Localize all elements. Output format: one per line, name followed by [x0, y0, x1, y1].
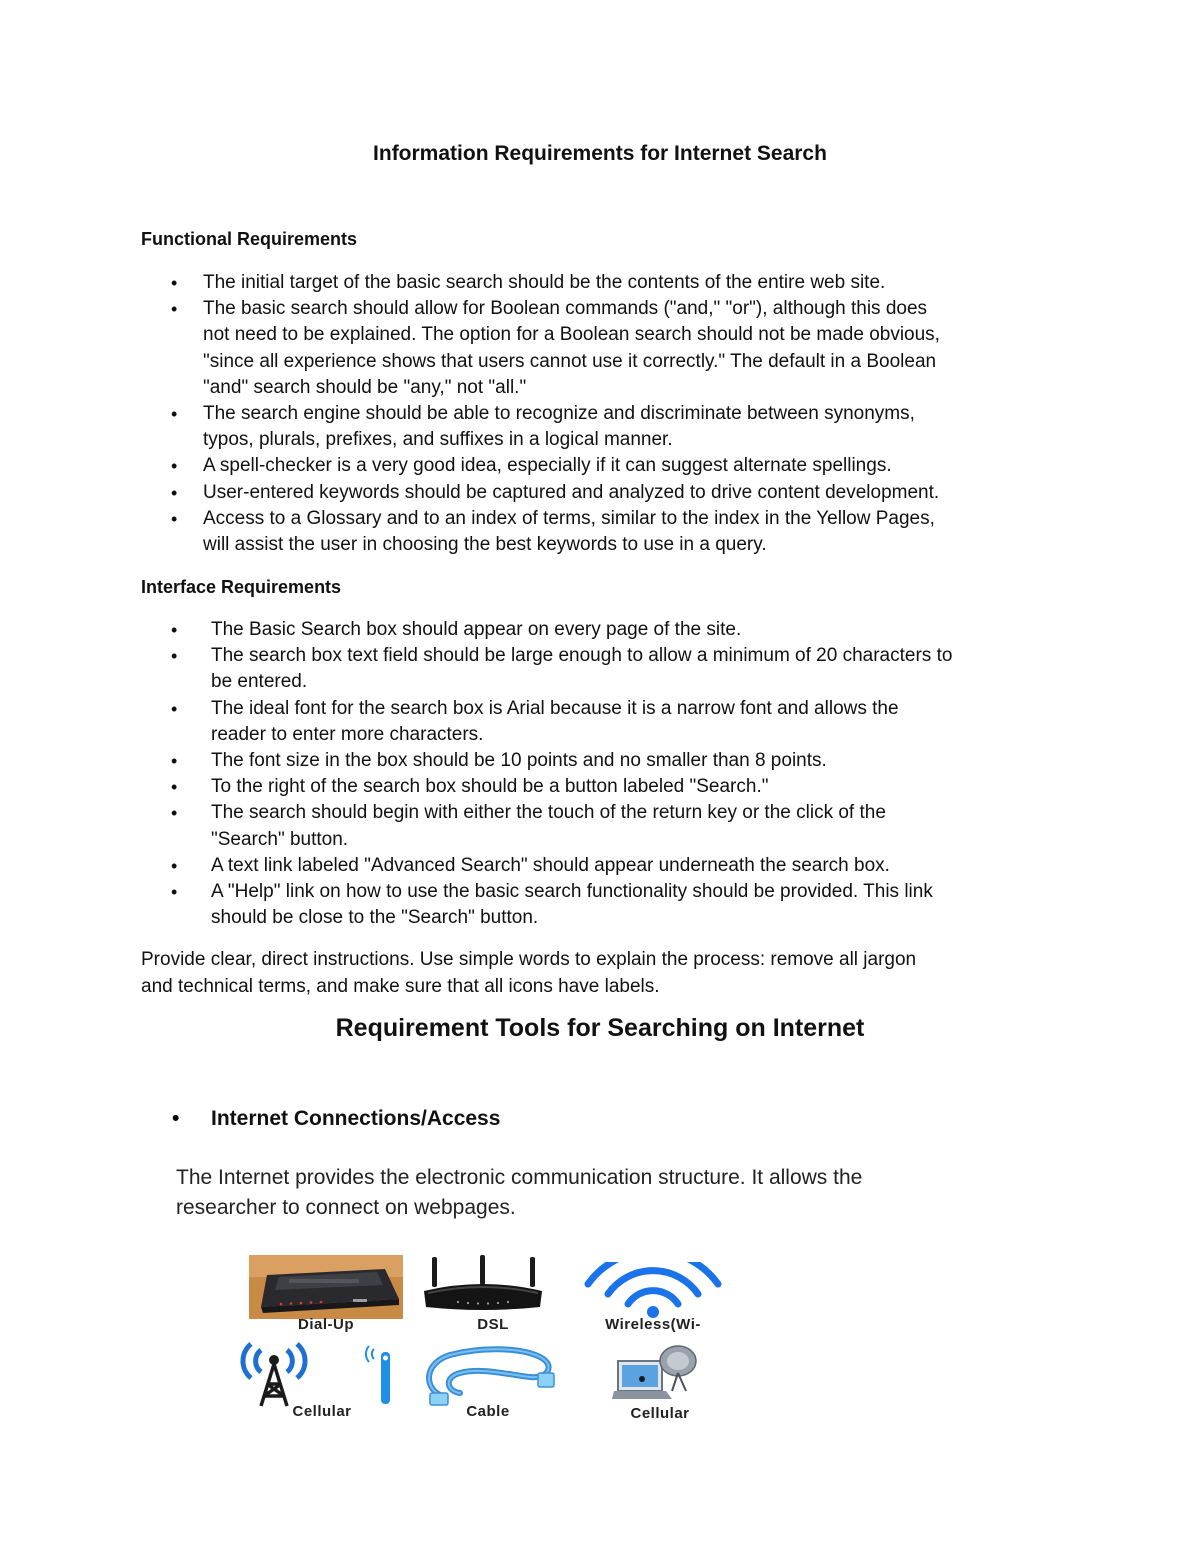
bullet-icon: •	[171, 855, 178, 876]
interface-requirements-list	[141, 617, 1101, 931]
list-item: • The initial target of the basic search should be the contents of the entire web site.	[141, 270, 1101, 296]
bullet-icon: •	[171, 620, 178, 640]
list-item: • The ideal font for the search box is Arial because it is a narrow font and allows the reader to enter more characters.	[171, 697, 899, 745]
dialup-modem-image	[249, 1255, 403, 1319]
cellular-tower-image	[237, 1338, 397, 1408]
tools-title: Requirement Tools for Searching on Internet	[335, 1014, 865, 1042]
wifi-icon	[578, 1262, 728, 1320]
bullet-icon: •	[171, 299, 178, 320]
list-item: • User-entered keywords should be captured and analyzed to drive content development.	[141, 480, 1101, 506]
list-item: • To the right of the search box should be a button labeled "Search."	[141, 774, 1101, 800]
wireless-image	[578, 1262, 728, 1320]
tools-paragraph: The Internet provides the electronic communication structure. It allows the researcher to connect on webpages.	[176, 1166, 863, 1219]
list-item: • Access to a Glossary and to an index of terms, similar to the index in the Yellow Pages, will assist the user in choosing the best keywords to use in a query.	[171, 507, 935, 556]
bullet-icon: •	[171, 404, 178, 425]
bullet-icon: •	[172, 1107, 180, 1130]
wireless-caption: Wireless(Wi-	[605, 1316, 701, 1333]
dialup-modem-icon	[249, 1255, 403, 1319]
list-item: • The basic search should allow for Boolean commands ("and," "or"), although this does not need to be explained. The option for a Boolean search should not be made obvious, "since all experience shows that users cannot use it correctly." The default in a Boolean "and" search should be "any," not "all."	[171, 298, 940, 398]
bullet-icon: •	[171, 777, 178, 798]
bullet-icon: •	[171, 456, 178, 477]
bullet-icon: •	[171, 882, 178, 903]
list-item: • The search box text field should be large enough to allow a minimum of 20 characters to be entered.	[171, 645, 953, 693]
bullet-icon: •	[171, 803, 178, 824]
bullet-icon: •	[171, 273, 178, 293]
list-item: • A spell-checker is a very good idea, especially if it can suggest alternate spellings.	[141, 453, 1101, 479]
bullet-icon: •	[171, 698, 178, 719]
dialup-caption: Dial-Up	[298, 1316, 354, 1333]
bullet-icon: •	[171, 646, 178, 667]
closing-paragraph: Provide clear, direct instructions. Use simple words to explain the process: remove all jargon and technical terms, and make sure that all icons have labels.	[141, 949, 917, 997]
cable-icon	[420, 1343, 560, 1407]
bullet-icon: •	[171, 482, 178, 503]
functional-requirements-list	[141, 270, 1101, 558]
dsl-router-icon	[418, 1255, 548, 1315]
interface-requirements-heading: Interface Requirements	[141, 577, 342, 597]
list-item: • A "Help" link on how to use the basic search functionality should be provided. This link should be close to the "Search" button.	[171, 881, 933, 929]
satellite-caption: Cellular	[630, 1405, 690, 1422]
list-item: • The Basic Search box should appear on every page of the site.	[141, 617, 1101, 643]
page-title: Information Requirements for Internet Search	[373, 142, 827, 165]
cable-caption: Cable	[466, 1403, 510, 1420]
list-item: • The search should begin with either the touch of the return key or the click of the "Search" button.	[171, 802, 886, 850]
list-item: • The search engine should be able to recognize and discriminate between synonyms, typos, plurals, prefixes, and suffixes in a logical manner.	[171, 403, 915, 451]
satellite-image	[612, 1343, 702, 1407]
bullet-icon: •	[171, 508, 178, 529]
cell-tower-icon	[237, 1338, 397, 1408]
list-item: • The font size in the box should be 10 points and no smaller than 8 points.	[141, 748, 1101, 774]
cellular-caption: Cellular	[292, 1403, 352, 1420]
satellite-laptop-icon	[612, 1343, 702, 1407]
dsl-router-image	[418, 1255, 548, 1315]
functional-requirements-heading: Functional Requirements	[141, 229, 358, 249]
bullet-icon: •	[171, 751, 178, 772]
tools-subheading: Internet Connections/Access	[211, 1107, 501, 1130]
list-item: • A text link labeled "Advanced Search" should appear underneath the search box.	[141, 853, 1101, 879]
dsl-caption: DSL	[477, 1316, 509, 1333]
cable-image	[420, 1343, 560, 1407]
